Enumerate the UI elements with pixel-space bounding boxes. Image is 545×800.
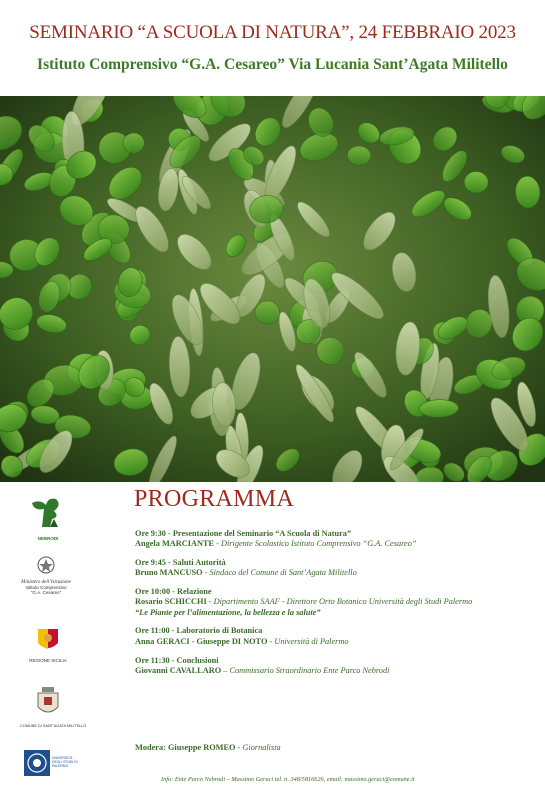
moderator-name: Modera: Giuseppe ROMEO <box>135 743 236 752</box>
program-item-speaker: Giovanni CAVALLARO <box>135 665 222 675</box>
program-item-role: Sindaco del Comune di Sant’Agata Militello <box>209 568 357 578</box>
program-item <box>135 656 535 676</box>
coat-of-arms-icon <box>20 685 76 719</box>
contact-info: Info: Ente Parco Nebrodi – Massimo Geraci tel. n. 348/5816626, email: massimo.geraci@comune.it <box>161 776 415 783</box>
tree-icon <box>28 497 68 531</box>
program-item-time-title: Ore 9:30 - Presentazione del Seminario “A Scuola di Natura” <box>135 529 352 538</box>
program-item-time-title: Ore 9:45 - Saluti Autorità <box>135 558 226 568</box>
venue-subtitle: Istituto Comprensivo “G.A. Cesareo” Via Lucania Sant’Agata Militello <box>37 56 508 73</box>
trinacria-icon <box>28 627 68 653</box>
ministero-logo <box>20 555 72 595</box>
ministero-label: Ministero dell’Istruzione <box>21 580 71 585</box>
program-item <box>135 558 535 578</box>
seminar-title: SEMINARIO “A SCUOLA DI NATURA”, 24 FEBBRAIO 2023 <box>29 22 516 43</box>
comune-label: COMUNE DI SANT’AGATA MILITELLO <box>20 724 87 728</box>
program-item-time-title: Ore 11:00 - Laboratorio di Botanica <box>135 626 263 636</box>
herbs-photo <box>0 96 545 482</box>
program-item-note: “Le Piante per l’alimentazione, la bellezza e la salute” <box>135 607 321 617</box>
program-item <box>135 529 535 549</box>
program-item <box>135 626 535 646</box>
program-item-sep: - <box>267 636 275 646</box>
program-item-sep: - <box>202 568 210 578</box>
parco-nebrodi-logo <box>28 497 68 541</box>
program-item-role: Università di Palermo <box>274 636 349 646</box>
program-item-speaker: Angela MARCIANTE <box>135 539 215 549</box>
program-item-sep: - <box>206 597 214 607</box>
regione-sicilia-logo <box>28 627 68 663</box>
program-item <box>135 587 535 618</box>
program-item-sep: - <box>214 539 221 549</box>
program-item-speaker: Rosario SCHICCHI <box>135 597 207 607</box>
programma-heading: PROGRAMMA <box>134 486 295 512</box>
universita-label: UNIVERSITÀ DEGLI STUDI DI PALERMO <box>52 756 78 768</box>
comune-logo <box>20 685 87 728</box>
istituto-label: Istituto Comprensivo <box>25 585 67 590</box>
program-item-time-title: Ore 11:30 - Conclusioni <box>135 655 219 665</box>
parco-logo-label: NEBRODI <box>37 536 59 541</box>
university-seal-icon <box>24 750 50 776</box>
mint-leaf <box>255 301 280 324</box>
moderator-sep: - <box>235 743 243 752</box>
moderator-line <box>135 743 281 752</box>
program-item-role: Dirigente Scolastico Istituto Comprensivo “G.A. Cesareo” <box>220 539 417 549</box>
program-item-time-title: Ore 10:00 - Relazione <box>135 587 212 597</box>
program-item-role: Commissario Straordinario Ente Parco Nebrodi <box>229 665 390 675</box>
program-item-speaker: Anna GERACI - Giuseppe DI NOTO <box>135 636 268 646</box>
istituto-name: “G.A. Cesareo” <box>30 590 62 595</box>
universita-logo <box>24 750 84 776</box>
program-list <box>135 529 535 685</box>
program-item-role: Dipartimento SAAF - Direttore Orto Botanico Università degli Studi Palermo <box>213 597 473 607</box>
mint-leaf <box>123 133 144 153</box>
emblem-icon <box>20 555 72 575</box>
moderator-role: Giornalista <box>242 743 281 752</box>
regione-label: REGIONE SICILIA <box>29 658 67 663</box>
program-item-sep: – <box>221 665 230 675</box>
program-item-speaker: Bruno MANCUSO <box>135 568 203 578</box>
